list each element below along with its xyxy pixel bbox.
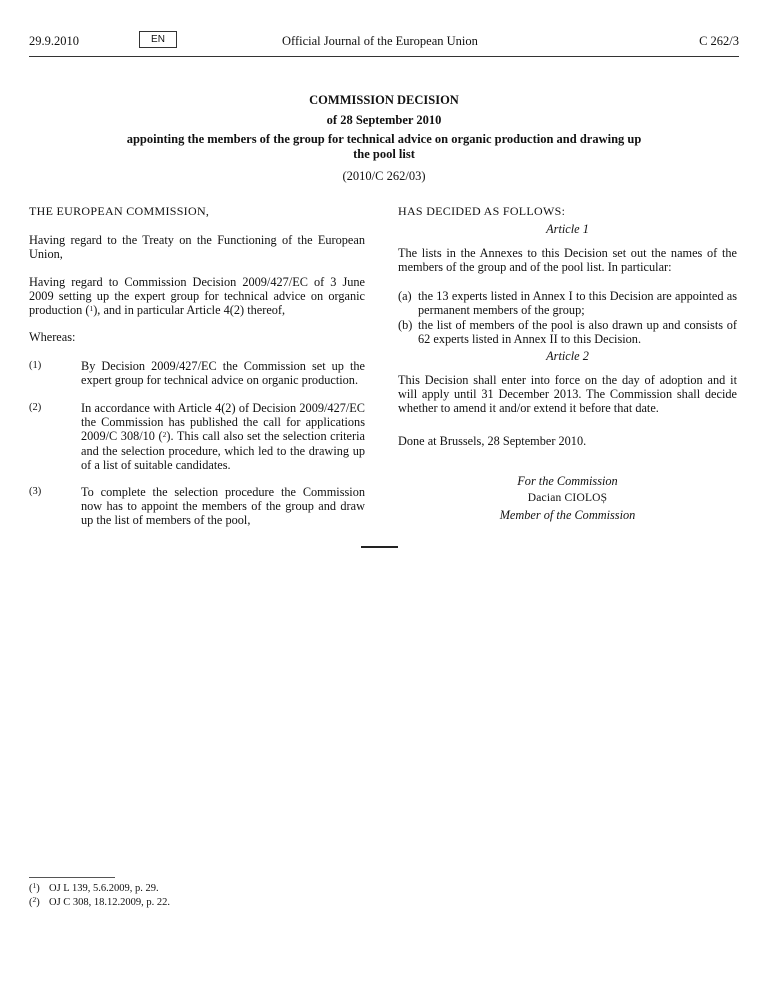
publication-date: 29.9.2010 xyxy=(29,34,79,48)
footnote-number: 1 xyxy=(32,881,37,890)
recital-text: To complete the selection procedure the Commission now has to appoint the members of the group and draw up the list of members of the pool, xyxy=(81,485,365,528)
list-item-label: (b) xyxy=(398,318,413,332)
list-item-text: the list of members of the pool is also drawn up and consists of 62 experts listed in Annex II to this Decision. xyxy=(418,318,737,347)
footnote-ref-2: 2 xyxy=(162,430,167,440)
footnote xyxy=(29,883,159,895)
journal-title: Official Journal of the European Union xyxy=(282,34,478,48)
footnote-divider xyxy=(29,877,115,878)
footnote-mark: ($^2$) xyxy=(29,895,40,908)
footnote-text: OJ C 308, 18.12.2009, p. 22. xyxy=(49,897,171,908)
article-2-text: This Decision shall enter into force on the day of adoption and it will apply until 31 December 2013. The Commission shall decide whether to amend it and/or extend it before that date. xyxy=(398,373,737,416)
for-the-commission: For the Commission xyxy=(517,474,618,488)
page-reference: C 262/3 xyxy=(699,34,739,48)
document-type: COMMISSION DECISION xyxy=(309,93,459,107)
done-at: Done at Brussels, 28 September 2010. xyxy=(398,434,587,448)
operative-heading: HAS DECIDED AS FOLLOWS: xyxy=(398,204,566,218)
recital-number: (2) xyxy=(29,402,42,413)
language-badge: EN xyxy=(139,31,177,48)
footnote-ref-1: 1 xyxy=(89,304,94,314)
footnote-text: OJ L 139, 5.6.2009, p. 29. xyxy=(49,883,159,894)
citation-decision-text-a: Having regard to Commission Decision 2009/427/EC of 3 June 2009 setting up the expert group for technical advice on organic production ( xyxy=(29,275,365,318)
document-subject xyxy=(0,132,768,161)
document-reference: (2010/C 262/03) xyxy=(342,169,426,183)
list-item-label: (a) xyxy=(398,289,412,303)
article-1-text: The lists in the Annexes to this Decision set out the names of the members of the group and of the pool list. In particular: xyxy=(398,246,737,275)
whereas-heading: Whereas: xyxy=(29,330,76,344)
recital-text: By Decision 2009/427/EC the Commission set up the expert group for technical advice on organic production. xyxy=(81,359,365,388)
recital-text xyxy=(81,401,365,472)
footnote xyxy=(29,897,170,909)
citation-decision-text-b: ), and in particular Article 4(2) thereof, xyxy=(93,303,286,318)
document-subject-line2: the pool list xyxy=(353,146,415,161)
signatory-role: Member of the Commission xyxy=(499,508,636,522)
citation-treaty: Having regard to the Treaty on the Functioning of the European Union, xyxy=(29,233,365,262)
citation-decision xyxy=(29,275,365,318)
list-item-text: the 13 experts listed in Annex I to this Decision are appointed as permanent members of the group; xyxy=(418,289,737,318)
document-date: of 28 September 2010 xyxy=(326,113,442,127)
recital-text-a: In accordance with Article 4(2) of Decision 2009/427/EC the Commission has published the call for applications 2009/C 308/10 ( xyxy=(81,401,365,444)
issuing-authority: THE EUROPEAN COMMISSION, xyxy=(29,204,210,218)
recital-text-b: ). This call also set the selection criteria and the selection procedure, which led to the drawing up of a list of suitable candidates. xyxy=(81,429,365,472)
footnote-number: 2 xyxy=(32,895,37,904)
header-divider xyxy=(29,56,739,57)
signatory-name: Dacian CIOLOȘ xyxy=(527,492,608,504)
article-2-title: Article 2 xyxy=(546,349,589,363)
end-of-document-rule xyxy=(361,546,398,548)
footnote-mark: ($^1$) xyxy=(29,881,40,894)
recital-number: (3) xyxy=(29,486,42,497)
document-subject-line1: appointing the members of the group for technical advice on organic production and drawing up xyxy=(126,132,642,146)
article-1-title: Article 1 xyxy=(546,222,589,236)
recital-number: (1) xyxy=(29,360,42,371)
